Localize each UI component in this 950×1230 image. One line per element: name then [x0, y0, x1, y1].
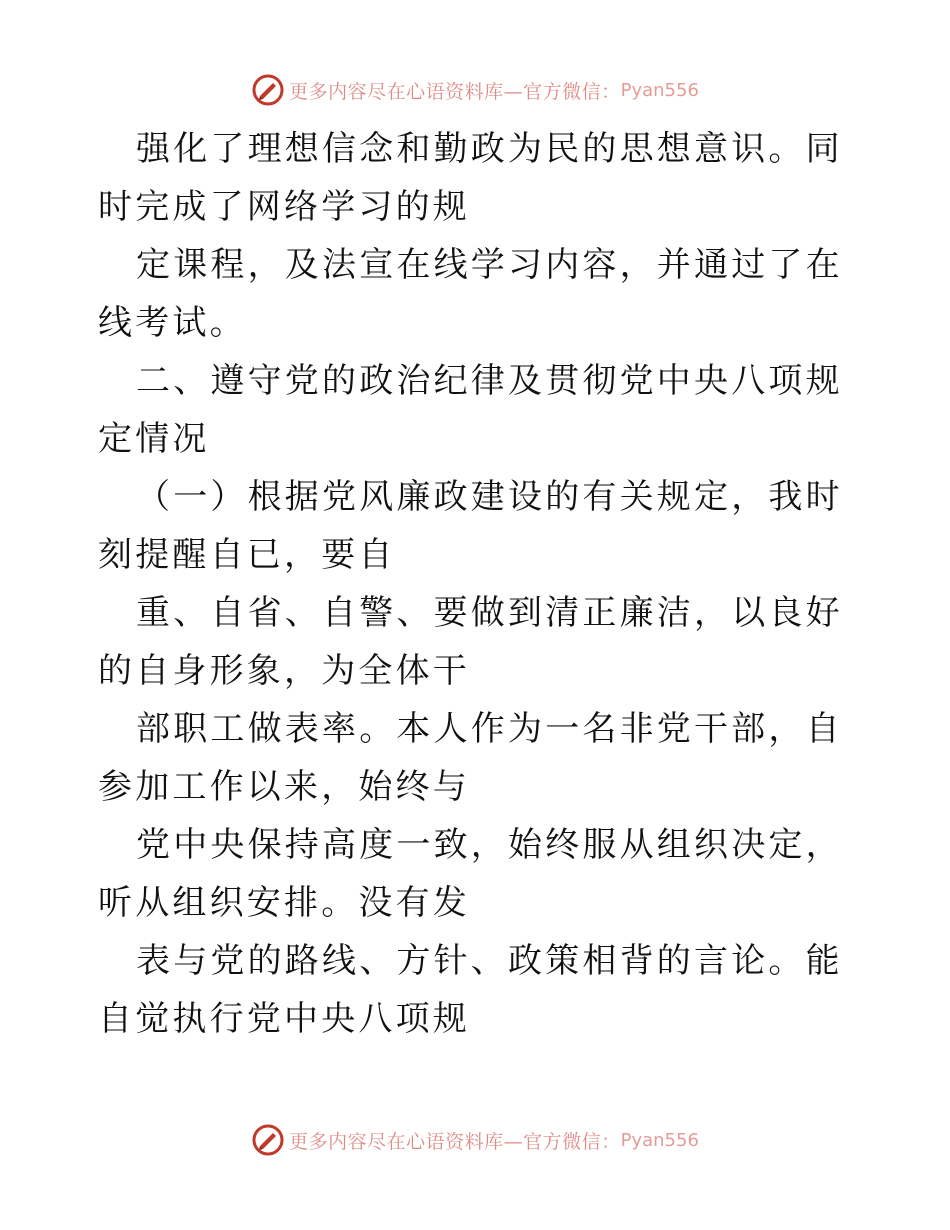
watermark-wechat-id: Pyan556	[620, 79, 699, 101]
paragraph-5: 重、自省、自警、要做到清正廉洁，以良好的自身形象，为全体干	[98, 593, 843, 691]
watermark-text: 更多内容尽在心语资料库—官方微信：	[289, 1130, 621, 1153]
paragraph-1: 强化了理想信念和勤政为民的思想意识。同时完成了网络学习的规	[98, 129, 843, 227]
header-watermark	[0, 70, 950, 110]
watermark-text: 更多内容尽在心语资料库—官方微信：	[289, 80, 621, 103]
footer-watermark	[0, 1120, 950, 1160]
red-pen-circle-icon	[251, 1123, 285, 1157]
red-pen-circle-icon	[251, 73, 285, 107]
paragraph-7: 党中央保持高度一致，始终服从组织决定，听从组织安排。没有发	[98, 825, 843, 923]
paragraph-8: 表与党的路线、方针、政策相背的言论。能自觉执行党中央八项规	[98, 941, 843, 1039]
section-heading-2: 二、遵守党的政治纪律及贯彻党中央八项规定情况	[98, 361, 843, 459]
watermark-wechat-id: Pyan556	[620, 1129, 699, 1151]
paragraph-2: 定课程，及法宣在线学习内容，并通过了在线考试。	[98, 245, 843, 343]
paragraph-6: 部职工做表率。本人作为一名非党干部，自参加工作以来，始终与	[98, 709, 843, 807]
paragraph-4: （一）根据党风廉政建设的有关规定，我时刻提醒自已，要自	[98, 477, 843, 575]
document-body	[98, 120, 858, 1048]
